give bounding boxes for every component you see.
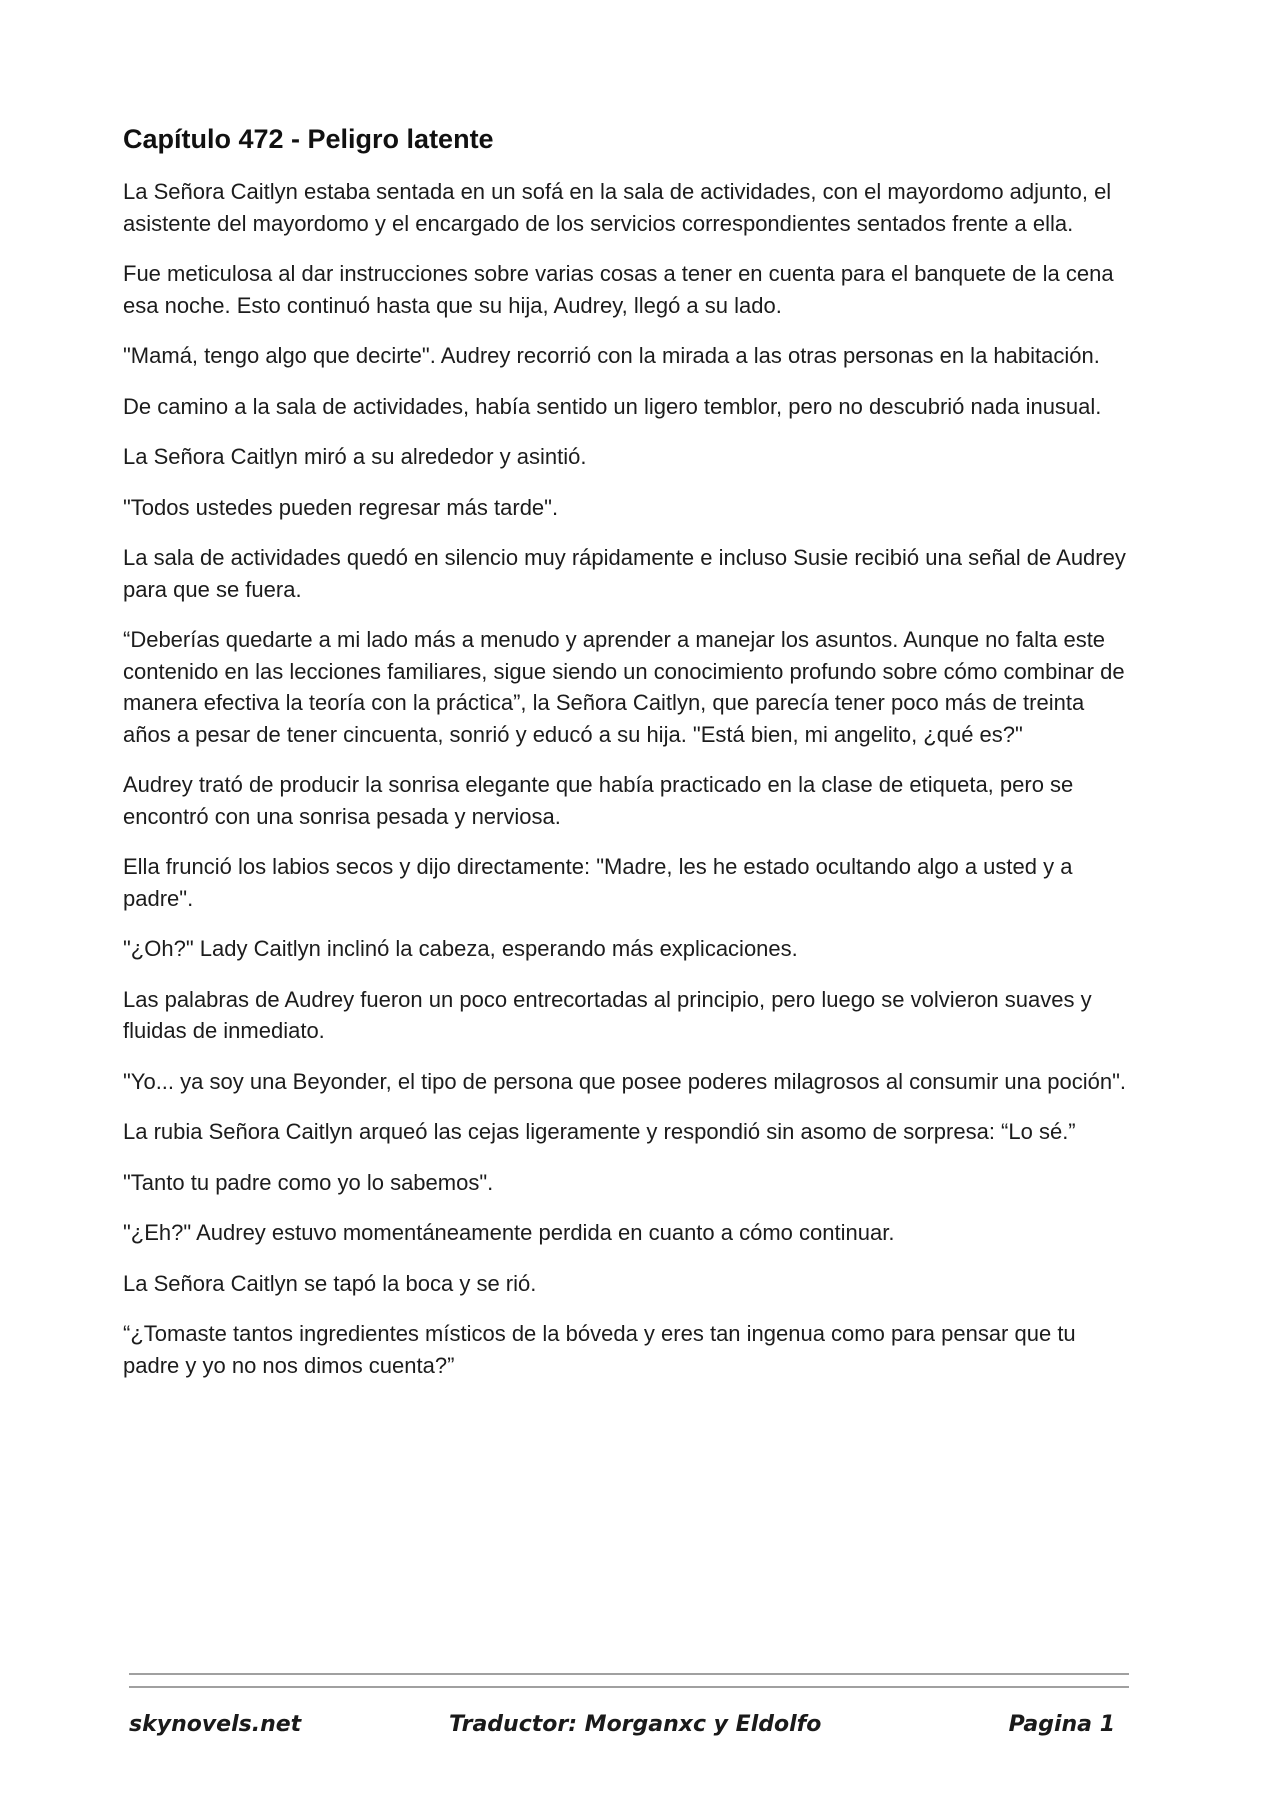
paragraph: Fue meticulosa al dar instrucciones sobre varias cosas a tener en cuenta para el banquete de la cena esa noche. Esto continuó hasta que su hija, Audrey, llegó a su lado. <box>123 261 1114 318</box>
footer-rule-top <box>129 1673 1129 1675</box>
paragraph: "Mamá, tengo algo que decirte". Audrey recorrió con la mirada a las otras personas en la habitación. <box>123 343 1100 368</box>
chapter-title: Capítulo 472 - Peligro latente <box>123 124 494 154</box>
paragraph: La Señora Caitlyn se tapó la boca y se rió. <box>123 1270 537 1296</box>
paragraph: "¿Eh?" Audrey estuvo momentáneamente perdida en cuanto a cómo continuar. <box>123 1220 895 1245</box>
paragraph: “¿Tomaste tantos ingredientes místicos de la bóveda y eres tan ingenua como para pensar que tu padre y yo no nos dimos cuenta?” <box>123 1321 1076 1378</box>
paragraph: "¿Oh?" Lady Caitlyn inclinó la cabeza, esperando más explicaciones. <box>123 936 798 961</box>
footer-site: skynovels.net <box>129 1712 302 1737</box>
paragraph: Ella frunció los labios secos y dijo directamente: "Madre, les he estado ocultando algo a usted y a padre". <box>123 854 1073 911</box>
paragraph: “Deberías quedarte a mi lado más a menudo y aprender a manejar los asuntos. Aunque no falta este contenido en las lecciones familiares, sigue siendo un conocimiento profundo sobre cómo combinar de manera efectiva la teoría con la práctica”, la Señora Caitlyn, que parecía tener poco más de treinta años a pesar de tener cincuenta, sonrió y educó a su hija. "Está bien, mi angelito, ¿qué es?" <box>123 627 1125 747</box>
paragraph: La Señora Caitlyn miró a su alrededor y asintió. <box>123 444 587 469</box>
paragraph: La rubia Señora Caitlyn arqueó las cejas ligeramente y respondió sin asomo de sorpresa: “Lo sé.” <box>123 1119 1076 1144</box>
paragraph: "Tanto tu padre como yo lo sabemos". <box>123 1169 494 1195</box>
paragraph: La Señora Caitlyn estaba sentada en un sofá en la sala de actividades, con el mayordomo adjunto, el asistente del mayordomo y el encargado de los servicios correspondientes sentados frente a ella. <box>123 179 1112 236</box>
paragraph: De camino a la sala de actividades, había sentido un ligero temblor, pero no descubrió nada inusual. <box>123 393 1102 419</box>
footer-translator: Traductor: Morganxc y Eldolfo <box>449 1712 822 1737</box>
footer-rule-bottom <box>129 1686 1129 1688</box>
paragraph: Audrey trató de producir la sonrisa elegante que había practicado en la clase de etiqueta, pero se encontró con una sonrisa pesada y nerviosa. <box>123 772 1074 829</box>
footer-page-number: Pagina 1 <box>1008 1712 1115 1737</box>
chapter-content <box>123 122 1133 1400</box>
paragraph: Las palabras de Audrey fueron un poco entrecortadas al principio, pero luego se volvieron suaves y fluidas de inmediato. <box>123 986 1092 1043</box>
paragraph: La sala de actividades quedó en silencio muy rápidamente e incluso Susie recibió una señal de Audrey para que se fuera. <box>123 545 1126 602</box>
paragraph: "Todos ustedes pueden regresar más tarde". <box>123 494 559 520</box>
paragraph: "Yo... ya soy una Beyonder, el tipo de persona que posee poderes milagrosos al consumir una poción". <box>123 1068 1126 1094</box>
page-footer <box>129 1712 1129 1748</box>
footer-divider <box>129 1673 1129 1688</box>
